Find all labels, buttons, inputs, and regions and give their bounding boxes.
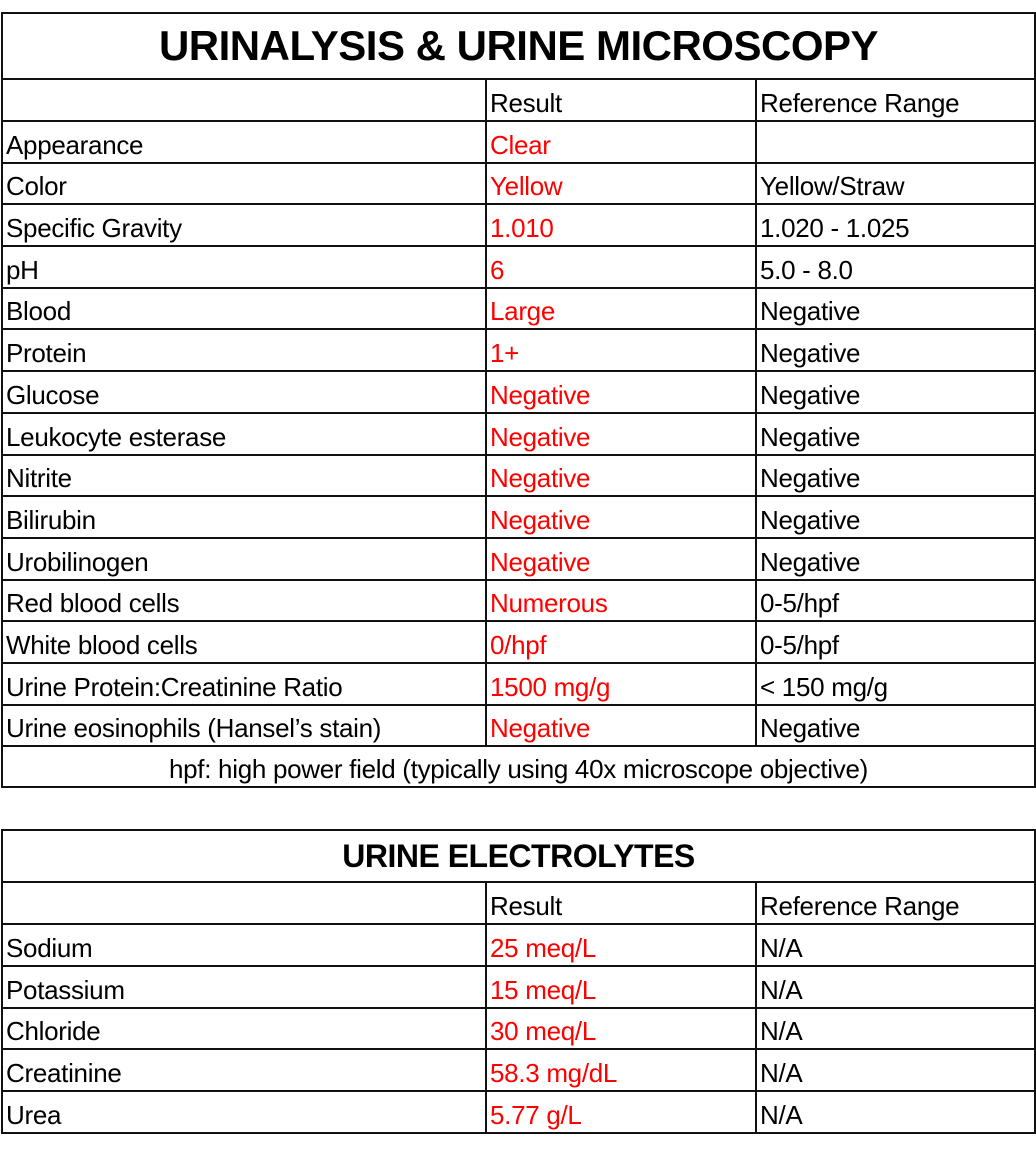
reference-range: Negative xyxy=(755,289,1034,329)
reference-range: 0-5/hpf xyxy=(755,622,1034,662)
table-row xyxy=(3,454,1034,496)
urinalysis-title-row xyxy=(3,14,1034,78)
result-value: Negative xyxy=(485,414,755,454)
table-row xyxy=(3,328,1034,370)
header-reference: Reference Range xyxy=(755,883,1034,923)
header-reference: Reference Range xyxy=(755,80,1034,120)
table-row xyxy=(3,1048,1034,1090)
reference-range: Yellow/Straw xyxy=(755,164,1034,204)
result-value: Numerous xyxy=(485,581,755,621)
result-value: 0/hpf xyxy=(485,622,755,662)
urinalysis-footnote-row xyxy=(3,745,1034,786)
urinalysis-table xyxy=(1,12,1036,788)
table-row xyxy=(3,245,1034,287)
test-name: Leukocyte esterase xyxy=(6,421,227,452)
header-test xyxy=(3,80,485,120)
reference-range: Negative xyxy=(755,497,1034,537)
test-name: pH xyxy=(6,254,39,285)
electrolytes-header-row xyxy=(3,881,1034,923)
reference-range: 5.0 - 8.0 xyxy=(755,247,1034,287)
result-value: Yellow xyxy=(485,164,755,204)
result-value: 30 meq/L xyxy=(485,1009,755,1049)
reference-range: N/A xyxy=(755,1092,1034,1132)
reference-range: N/A xyxy=(755,1009,1034,1049)
test-name: Color xyxy=(6,171,67,202)
result-value: Negative xyxy=(485,372,755,412)
header-result: Result xyxy=(485,80,755,120)
table-row xyxy=(3,923,1034,965)
test-name: Sodium xyxy=(6,932,93,963)
test-name: Urine Protein:Creatinine Ratio xyxy=(6,671,343,702)
result-value: Negative xyxy=(485,497,755,537)
result-value: 6 xyxy=(485,247,755,287)
result-value: 1+ xyxy=(485,330,755,370)
reference-range: N/A xyxy=(755,967,1034,1007)
test-name: Nitrite xyxy=(6,463,72,494)
test-name: Urine eosinophils (Hansel’s stain) xyxy=(6,713,382,744)
electrolytes-title: URINE ELECTROLYTES xyxy=(342,838,695,874)
result-value: Negative xyxy=(485,539,755,579)
test-name: Urobilinogen xyxy=(6,546,149,577)
table-row xyxy=(3,537,1034,579)
reference-range: 1.020 - 1.025 xyxy=(755,205,1034,245)
table-row xyxy=(3,412,1034,454)
table-row xyxy=(3,620,1034,662)
reference-range: Negative xyxy=(755,414,1034,454)
urinalysis-title: URINALYSIS & URINE MICROSCOPY xyxy=(158,22,879,69)
test-name: White blood cells xyxy=(6,629,198,660)
test-name: Glucose xyxy=(6,379,100,410)
reference-range: Negative xyxy=(755,456,1034,496)
table-row xyxy=(3,965,1034,1007)
test-name: Protein xyxy=(6,338,87,369)
reference-range: Negative xyxy=(755,706,1034,746)
table-row xyxy=(3,579,1034,621)
test-name: Specific Gravity xyxy=(6,213,182,244)
result-value: 1.010 xyxy=(485,205,755,245)
table-row xyxy=(3,203,1034,245)
reference-range: Negative xyxy=(755,372,1034,412)
header-test xyxy=(3,883,485,923)
electrolytes-title-row xyxy=(3,831,1034,881)
reference-range: Negative xyxy=(755,539,1034,579)
table-row xyxy=(3,370,1034,412)
result-value: Clear xyxy=(485,122,755,162)
result-value: Negative xyxy=(485,706,755,746)
test-name: Potassium xyxy=(6,974,125,1005)
test-name: Urea xyxy=(6,1099,62,1130)
table-row xyxy=(3,162,1034,204)
result-value: Negative xyxy=(485,456,755,496)
footnote: hpf: high power field (typically using 40x microscope objective) xyxy=(168,754,869,785)
reference-range: Negative xyxy=(755,330,1034,370)
header-result: Result xyxy=(485,883,755,923)
electrolytes-table xyxy=(1,829,1036,1134)
result-value: 58.3 mg/dL xyxy=(485,1050,755,1090)
table-row xyxy=(3,495,1034,537)
reference-range xyxy=(755,122,1034,162)
test-name: Blood xyxy=(6,296,71,327)
reference-range: 0-5/hpf xyxy=(755,581,1034,621)
reference-range: < 150 mg/g xyxy=(755,664,1034,704)
table-row xyxy=(3,287,1034,329)
result-value: 1500 mg/g xyxy=(485,664,755,704)
test-name: Chloride xyxy=(6,1016,101,1047)
table-row xyxy=(3,662,1034,704)
reference-range: N/A xyxy=(755,1050,1034,1090)
table-row xyxy=(3,704,1034,746)
table-row xyxy=(3,120,1034,162)
reference-range: N/A xyxy=(755,925,1034,965)
result-value: 15 meq/L xyxy=(485,967,755,1007)
test-name: Creatinine xyxy=(6,1058,122,1089)
result-value: 25 meq/L xyxy=(485,925,755,965)
test-name: Red blood cells xyxy=(6,588,180,619)
result-value: 5.77 g/L xyxy=(485,1092,755,1132)
test-name: Bilirubin xyxy=(6,504,96,535)
table-row xyxy=(3,1007,1034,1049)
urinalysis-header-row xyxy=(3,78,1034,120)
result-value: Large xyxy=(485,289,755,329)
test-name: Appearance xyxy=(6,129,144,160)
table-row xyxy=(3,1090,1034,1132)
